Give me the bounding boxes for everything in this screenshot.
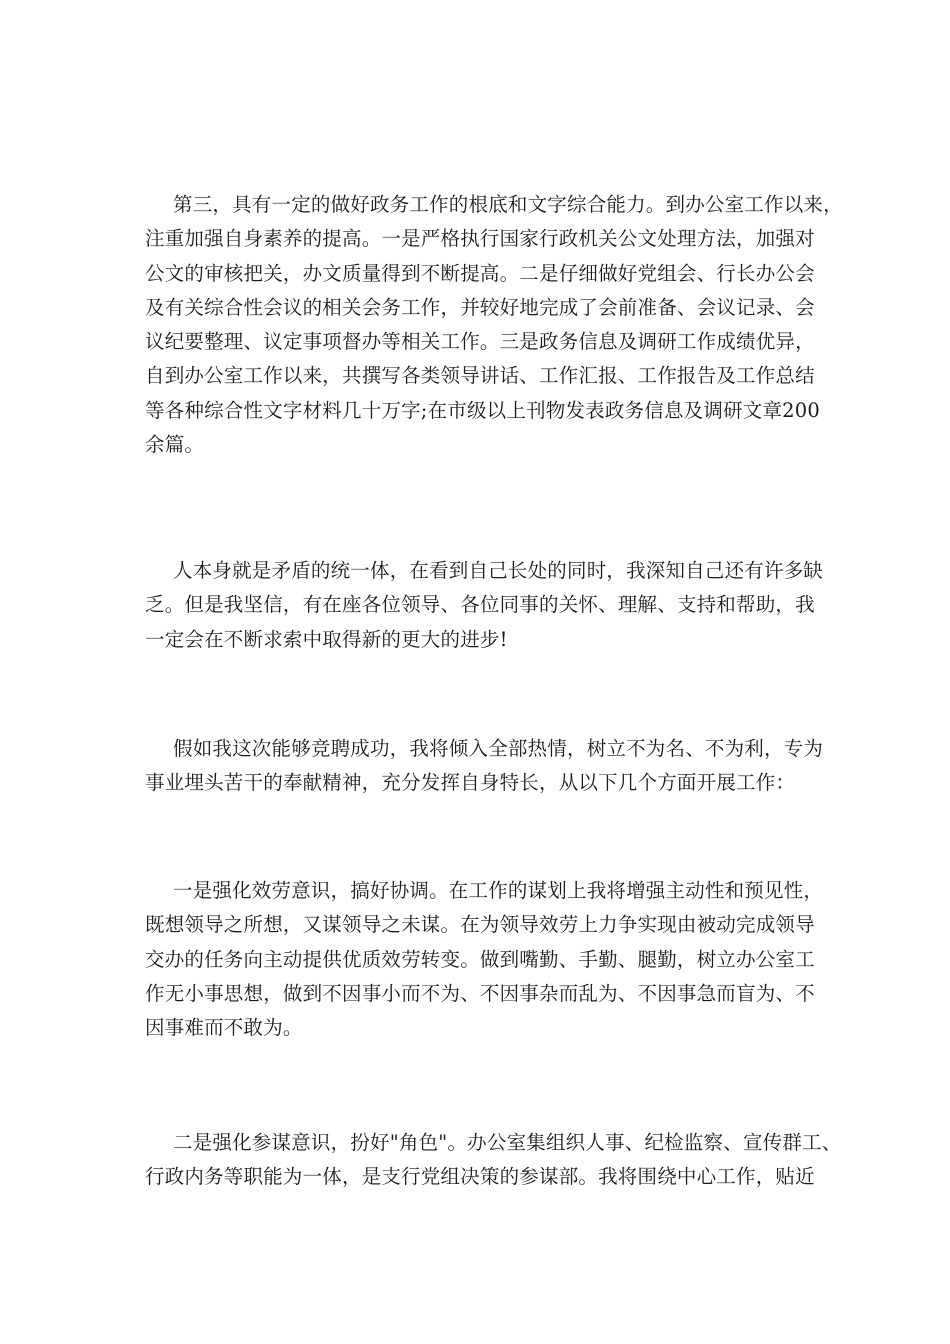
paragraph-advisory-awareness xyxy=(145,1126,842,1195)
text-line: 交办的任务向主动提供优质效劳转变。做到嘴勤、手勤、腿勤，树立办公室工 xyxy=(145,947,815,971)
paragraph-qualifications xyxy=(145,188,843,462)
text-line: 余篇。 xyxy=(145,433,205,457)
text-line: 一定会在不断求索中取得新的更大的进步! xyxy=(145,627,508,651)
text-line: 作无小事思想，做到不因事小而不为、不因事杂而乱为、不因事急而盲为、不 xyxy=(145,981,815,1005)
text-line: 第三，具有一定的做好政务工作的根底和文字综合能力。到办公室工作以来， xyxy=(173,193,843,216)
text-line: 公文的审核把关，办文质量得到不断提高。二是仔细做好党组会、行长办公会 xyxy=(145,261,815,285)
text-line: 行政内务等职能为一体，是支行党组决策的参谋部。我将围绕中心工作，贴近 xyxy=(145,1165,815,1189)
text-line: 二是强化参谋意识，扮好"角色"。办公室集组织人事、纪检监察、宣传群工、 xyxy=(173,1131,842,1154)
text-line: 人本身就是矛盾的统一体，在看到自己长处的同时，我深知自己还有许多缺 xyxy=(173,559,824,582)
text-line: 既想领导之所想，又谋领导之未谋。在为领导效劳上力争实现由被动完成领导 xyxy=(145,913,815,937)
text-line: 事业埋头苦干的奉献精神，充分发挥自身特长，从以下几个方面开展工作： xyxy=(145,771,796,795)
paragraph-commitment xyxy=(145,732,824,801)
paragraph-service-awareness xyxy=(145,874,824,1045)
text-line: 自到办公室工作以来，共撰写各类领导讲话、工作汇报、工作报告及工作总结 xyxy=(145,364,815,388)
paragraph-self-reflection xyxy=(145,554,824,657)
text-line: 及有关综合性会议的相关会务工作，并较好地完成了会前准备、会议记录、会 xyxy=(145,295,815,319)
text-line: 一是强化效劳意识，搞好协调。在工作的谋划上我将增强主动性和预见性， xyxy=(173,879,824,902)
text-line: 议纪要整理、议定事项督办等相关工作。三是政务信息及调研工作成绩优异， xyxy=(145,330,815,354)
text-line: 注重加强自身素养的提高。一是严格执行国家行政机关公文处理方法，加强对 xyxy=(145,227,815,251)
text-line: 假如我这次能够竞聘成功，我将倾入全部热情，树立不为名、不为利，专为 xyxy=(173,737,824,760)
text-line: 乏。但是我坚信，有在座各位领导、各位同事的关怀、理解、支持和帮助，我 xyxy=(145,593,815,617)
text-line: 因事难而不敢为。 xyxy=(145,1016,303,1040)
text-line: 等各种综合性文字材料几十万字;在市级以上刊物发表政务信息及调研文章200 xyxy=(145,398,820,422)
